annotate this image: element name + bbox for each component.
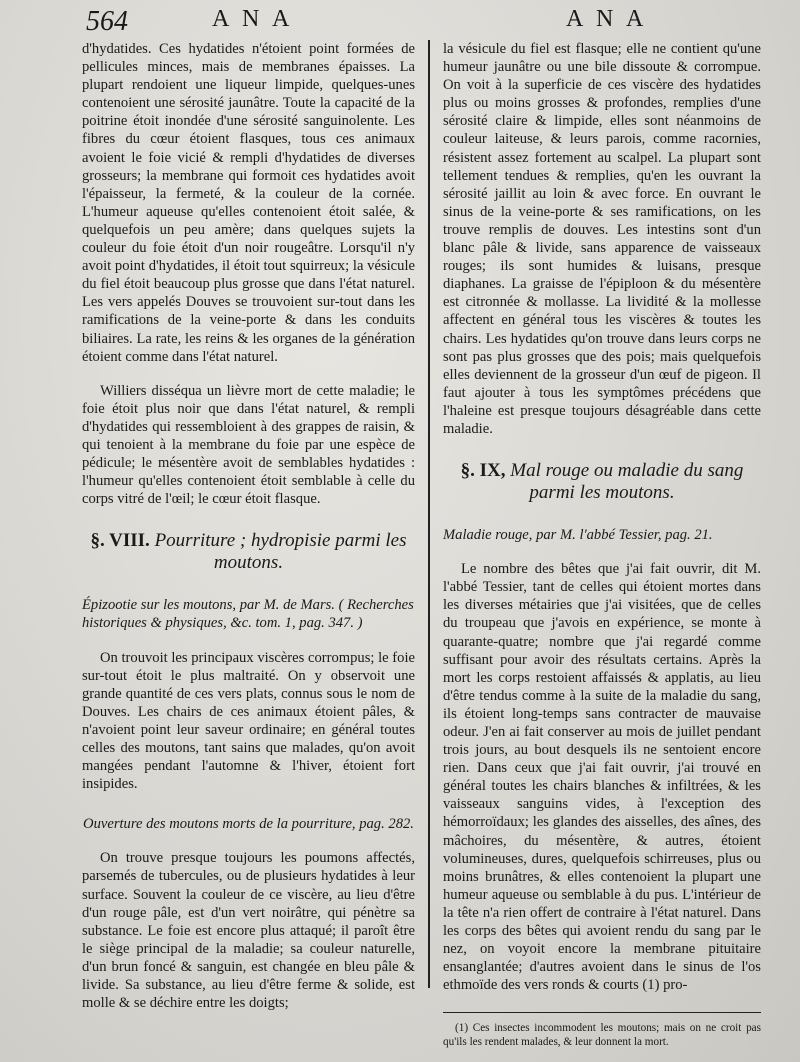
page-number: 564: [86, 6, 128, 37]
column-divider: [428, 40, 430, 988]
footnote: (1) Ces insectes incommodent les moutons; mais on ne croit pas qu'ils les rendent malades, & leur donnent la mort.: [443, 1022, 761, 1049]
right-column: [443, 40, 761, 1049]
section-title: Mal rouge ou maladie du sang parmi les moutons.: [510, 460, 744, 504]
running-head-right: A N A: [566, 6, 648, 32]
source-reference: Épizootie sur les moutons, par M. de Mars. ( Recherches historiques & physiques, &c. tom. 1, pag. 347. ): [82, 597, 414, 632]
running-head-left: A N A: [212, 6, 294, 32]
paragraph: On trouve presque toujours les poumons affectés, parsemés de tubercules, ou de plusieurs hydatides à leur surface. Souvent la couleur de ce viscère, au lieu d'être d'un rouge pâle, est d'un vert noirâtre, qui pénètre sa substance. Le foie est encore plus attaqué; il paroît être le siège principal de la maladie; sa couleur naturelle, d'un brun foncé & sanguin, est changée en bleu pâle & livide. Sa substance, au lieu d'être ferme & solide, est molle & se déchire entre les doigts;: [82, 850, 415, 1012]
source-reference: Maladie rouge, par M. l'abbé Tessier, pag. 21.: [443, 527, 713, 544]
left-column: [82, 40, 415, 1012]
section-number: §. VIII.: [90, 530, 150, 552]
paragraph: Le nombre des bêtes que j'ai fait ouvrir, dit M. l'abbé Tessier, tant de celles qui étoient mortes dans les diverses métairies que j'ai visitées, que de celles du troupeau que j'avois en expérience, se monte à quarante-quatre; nombre que j'ai regardé comme suffisant pour avoir des résultats certains. Après la mort les corps restoient affaissés & applatis, au lieu d'être tendus comme à la suite de la maladie du sang, ils étoient long-temps sans contracter de mauvaise odeur. J'en ai fait conserver au mois de juillet pendant trois jours, au bout desquels ils ne sentoient encore rien. Dans ceux que j'ai fait ouvrir, j'ai trouvé en général toutes les chairs blanches & infiltrées, & les vaisseaux sanguins vides, à l'exception des hémorroïdaux; les glandes des aisselles, des aînes, des mâchoires, du mésentère, & autres, étoient volumineuses, dures, quelquefois schirreuses, plus ou moins brunâtres, & elles contenoient la plupart une humeur aqueuse ou semblable à du pus. L'intérieur de la tête n'a rien offert de contraire à l'état naturel. Dans les corps des bêtes qui avoient rendu du sang par le nez, on voyoit encore la membrane pituitaire ensanglantée; d'autres avoient dans le sinus de l'os ethmoïde des vers ronds & courts (1) pro-: [443, 561, 761, 994]
section-heading-viii: [82, 530, 415, 574]
paragraph: d'hydatides. Ces hydatides n'étoient point formées de pellicules minces, mais de membranes épaisses. La plupart rendoient une liqueur limpide, quelques-unes contenoient une sérosité jaunâtre. Toute la capacité de la poitrine étoit inondée d'une sérosité sanguinolente. Les fibres du cœur étoient flasques, tous ces animaux avoient le foie vicié & rempli d'hydatides de diverses grosseurs; la membrane qui formoit ces hydatides avoit l'épaisseur, la fermeté, & la couleur de la cornée. L'humeur aqueuse qu'elles contenoient étoit salée, & quelquefois un peu amère; dans quelques sujets la couleur du foie étoit d'un noir rougeâtre. Lorsqu'il n'y avoit point d'hydatides, il étoit tout squirreux; la vésicule du fiel étoit beaucoup plus grosse que dans l'état naturel. Les vers appelés Douves se trouvoient sur-tout dans les ramifications de la veine-porte & dans les conduits biliaires. La rate, les reins & les organes de la génération étoient comme dans l'état naturel.: [82, 41, 415, 365]
paragraph: Williers disséqua un lièvre mort de cette maladie; le foie étoit plus noir que dans l'état naturel, & rempli d'hydatides qui ressembloient à des grappes de raisin, & qui tenoient à la membrane du foie par une espèce de pédicule; le mésentère avoit de semblables hydatides : l'humeur qu'elles contenoient étoit semblable à celle du corps vitré de l'œil; le cœur étoit flasque.: [82, 382, 415, 508]
footnote-divider: [443, 1012, 761, 1013]
section-number: §. IX,: [460, 460, 506, 482]
subsection-heading: Ouverture des moutons morts de la pourriture, pag. 282.: [83, 816, 414, 833]
paragraph: On trouvoit les principaux viscères corrompus; le foie sur-tout étoit le plus maltraité. On y observoit une grande quantité de ces vers plats, connus sous le nom de Douves. Les chairs de ces animaux étoient pâles, & n'avoient point leur saveur ordinaire; en général toutes celles des moutons, tant sains que malades, qu'on avoit mangées pendant l'automne & l'hiver, étoient fort insipides.: [82, 649, 415, 793]
section-title: Pourriture ; hydropisie parmi les moutons.: [154, 530, 407, 574]
section-heading-ix: [443, 460, 761, 504]
paragraph: la vésicule du fiel est flasque; elle ne contient qu'une humeur jaunâtre ou une bile dissoute & corrompue. On voit à la superficie de ces viscère des hydatides plus ou moins grosses & profondes, remplies d'une sérosité claire & limpide, elles sont néanmoins de couleur laiteuse, & leurs parois, comme racornies, résistent assez fortement au scalpel. La plupart sont tellement tendues & remplies, qu'en les ouvrant la sérosité jaillit au loin & avec force. En ouvrant le sinus de la veine-porte & ses ramifications, on les trouve remplis de douves. Les intestins sont d'un blanc pâle & livide, sans apparence de vaisseaux rouges; ils sont humides & luisans, presque diaphanes. La graisse de l'épiploon & du mésentère est citronnée & mollasse. La lividité & la mollesse affectent en général tous les viscères & toutes les chairs. Les hydatides qu'on trouve dans leurs corps ne sont pas plus grosses que des pois; mais quelquefois elles deviennent de la grosseur d'un œuf de pigeon. Il faut ajouter à tous les symptômes précédens que l'haleine est presque toujours désagréable dans cette maladie.: [443, 41, 761, 437]
